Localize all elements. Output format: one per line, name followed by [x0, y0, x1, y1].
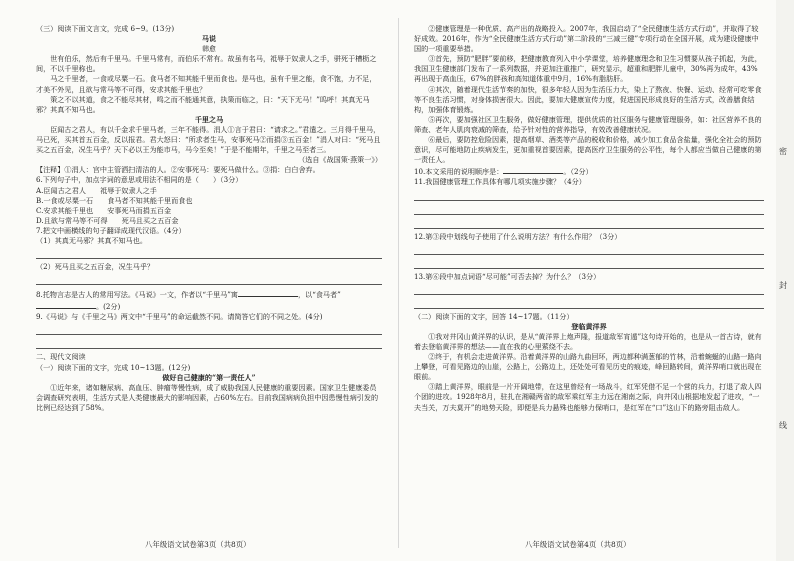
- q8-part-b: ，以“食马者”: [298, 290, 341, 300]
- right-footer: 八年级语文试卷第4页（共8页）: [525, 540, 631, 549]
- modern1-paragraph-6: ⑥最后，要防控危险因素，提高烟草、酒类等产品的税收和价格，减少加工食品含盐量，强化全社会的预防意识，尽可能地防止疾病发生，更加重视首要因素，提高医疗卫生服务的公平性，每个人都应当做自己健康的第一责任人。: [414, 135, 762, 165]
- text1-author: 韩愈: [202, 45, 216, 54]
- q13-answer-line-2[interactable]: [414, 298, 764, 309]
- question-8: [36, 288, 382, 312]
- modern1-title: 做好自己健康的“第一责任人”: [162, 372, 256, 382]
- q9-answer-line-2[interactable]: [36, 338, 382, 349]
- part2-header: 二、现代文阅读: [36, 352, 86, 362]
- question-9: 9.《马说》与《千里之马》两文中“千里马”的命运截然不同。请简答它们的不同之处。(4分): [36, 312, 323, 322]
- q12-answer-line-2[interactable]: [414, 258, 764, 269]
- q6-option-a: A.臣闻古之君人 祗辱于奴隶人之手: [36, 185, 157, 195]
- q10-text: 10.本文采用的说明顺序是：: [414, 167, 504, 177]
- q11-answer-line-2[interactable]: [414, 204, 764, 215]
- modern1-paragraph-3: ③首先，预防“肥胖”要前移，把健康教育列入中小学课堂，培养健康理念和卫生习惯要从孩子抓起，为此，我国卫生健康部门发布了一系列数据，并更加注重推广，研究显示，超重和肥胖儿童中，30%再为成年，43%再出现于高血压，67%的胖孩和高知道体重中9月，16%有脂肪肝。: [414, 54, 762, 84]
- margin-mark-3: 线: [779, 421, 787, 430]
- text2-source: （选自《战国策·燕策一》）: [298, 155, 382, 165]
- q6-option-b: B.一食或尽粟一石 食马者不知其能千里而食也: [36, 195, 193, 205]
- modern2-paragraph-2: ②终于，有机会走进黄洋界。沿着黄洋界的山路九曲回环，两边都种满葱郁的竹林，沿着蜿蜒的山路一路向上攀登，可看见路边的山崖，公路上，公路边上，还处处可看见历史的痕迹，峰回路转间，黄洋界哨口就出现在眼前。: [414, 352, 762, 382]
- text1-paragraph-2: 马之千里者，一食或尽粟一石。食马者不知其能千里而食也。是马也，虽有千里之能，食不饱，力不足，才美不外见，且欲与常马等不可得，安求其能千里也？: [36, 74, 377, 94]
- q8-blank-1[interactable]: [238, 288, 298, 297]
- q13-answer-line-1[interactable]: [414, 284, 764, 295]
- q7-answer-line-2[interactable]: [36, 274, 382, 285]
- question-6: 6.下列句子中，加点字词的意思或用法不相同的是（ ）（3分）: [36, 175, 243, 185]
- q6-option-d: D.且欲与常马等不可得 死马且买之五百金: [36, 215, 179, 225]
- q10-tail: 。（2分）: [563, 167, 593, 177]
- left-footer: 八年级语文试卷第3页（共8页）: [145, 540, 251, 549]
- q10-blank[interactable]: [503, 165, 563, 174]
- modern2-title: 登临黄洋界: [571, 321, 607, 331]
- text1-title: 马说: [201, 34, 217, 44]
- q7-item-2: （2）死马且买之五百金，况生马乎？: [36, 262, 155, 272]
- modern1-paragraph-2: ②健康管理是一种优质、高产出的战略投入。2007年，我国启动了“全民健康生活方式行动”，并取得了较好成效。2016年，作为“全民健康生活方式行动”第二阶段的“三减三健”专项行动在全国开展，成为建设健康中国的一项重要举措。: [414, 24, 759, 54]
- modern2-paragraph-1: ①我对井冈山黄洋界的认识，是从“黄洋界上炮声隆，报道敌军宵遁”这句诗开始的，也是从一首古诗，就有着去登临黄洋界的想法——直在我的心里萦绕不去。: [414, 331, 762, 351]
- modern1-header: （一）阅读下面的文字，完成 10~13题。(12分): [36, 362, 191, 372]
- text2-paragraph-1: 臣闻古之君人，有以千金求千里马者，三年不能得。涓人①言于君曰：“请求之。”君遣之。三月得千里马，马已死，买其首五百金，反以报君。君大怒曰：“所求者生马，安事死马②而捐③五百金！”涓人对曰：“死马且买之五百金，况生马乎？天下必以王为能市马，马今至矣！”于是不能期年，千里之马至者三。: [36, 124, 381, 155]
- question-11: 11.我国健康管理工作具体有哪几项实施步骤？（4分）: [414, 177, 586, 187]
- q9-answer-line-1[interactable]: [36, 324, 382, 335]
- q6-option-c: C.安求其能千里也 安事死马而捐五百金: [36, 205, 172, 215]
- margin-mark-1: 密: [779, 147, 787, 156]
- q8-blank-2[interactable]: [36, 300, 96, 309]
- modern2-header: （二）阅读下面的文字，回答 14~17题。（11分）: [414, 311, 574, 321]
- section3-header: （三）阅读下面文言文，完成 6~9。(13分): [36, 24, 175, 33]
- q12-answer-line-1[interactable]: [414, 244, 764, 255]
- q8-part-a: 8.托物言志是古人的常用写法。《马说》一文，作者以“千里马”寓: [36, 290, 239, 300]
- margin-mark-2: 封: [779, 281, 787, 290]
- modern1-paragraph-5: ⑤再次，要加强社区卫生服务，做好健康管理，提供优质的社区服务与健康管理服务，如：社区营养不良的筛查、老年人肌肉衰减的筛查，给予针对性的营养指导，有效改善健康状况。: [414, 114, 762, 134]
- right-page: [414, 24, 764, 544]
- q7-answer-line-1[interactable]: [36, 248, 382, 259]
- q8-part-c: 。(2分): [96, 302, 121, 312]
- question-12: 12.第③段中划线句子使用了什么说明方法？有什么作用？（3分）: [414, 231, 622, 241]
- question-7: 7.把文中画横线的句子翻译成现代汉语。（4分）: [36, 225, 186, 235]
- q11-answer-line-3[interactable]: [414, 218, 764, 229]
- q11-answer-line-1[interactable]: [414, 190, 764, 201]
- notes: 【注释】①涓人：宫中主管洒扫清洁的人。②安事死马：要死马做什么。③捐：白白舍弃。: [36, 165, 320, 175]
- text2-title: 千里之马: [194, 114, 224, 124]
- modern2-paragraph-3: ③踏上黄洋界，眼前是一片开阔地带，在这里曾经有一场战斗，红军凭借不足一个营的兵力，打退了敌人四个团的进攻。1928年8月，驻扎在湘赣两省的敌军乘红军主力远在湘南之际，向井冈山根据地发起了进攻，“一夫当关，万夫莫开”的地势天险，即便是兵力悬殊也能够力保哨口，是红军在“口”这山下的路旁阻击敌人。: [414, 382, 762, 412]
- question-13: 13.第⑥段中加点词语“尽可能”可否去掉？为什么？（3分）: [414, 271, 601, 281]
- question-10: [414, 165, 764, 177]
- modern1-paragraph-4: ④其次，随着现代生活节奏的加快，很多年轻人因为生活压力大，染上了熬夜、快餐、运动、经常可吃零食等不良生活习惯，对身体损害很大。因此，要加大健康宣传力度，促进国民形成良好的生活方式，改善膳食结构，加强体育锻炼。: [414, 84, 762, 114]
- modern1-paragraph-1: ①近年来，诸如糖尿病、高血压、肿瘤等慢性病，成了威胁我国人民健康的重要因素。国家卫生健康委员会调查研究表明，生活方式是人类健康最大的影响因素，占60%左右。目前我国病病负担中因患慢性病引发的比例已经达到了58%。: [36, 382, 379, 412]
- text1-paragraph-3: 策之不以其道，食之不能尽其材，鸣之而不能通其意，执策而临之，曰：“天下无马！”呜呼！其真无马邪？其真不知马也。: [36, 94, 370, 114]
- text1-paragraph-1: 世有伯乐，然后有千里马。千里马常有，而伯乐不常有。故虽有名马，祗辱于奴隶人之手，骈死于槽枥之间，不以千里称也。: [36, 54, 377, 74]
- page-divider: [398, 18, 399, 548]
- q7-item-1: （1）其真无马邪？其真不知马也。: [36, 235, 147, 245]
- left-page: [36, 24, 382, 544]
